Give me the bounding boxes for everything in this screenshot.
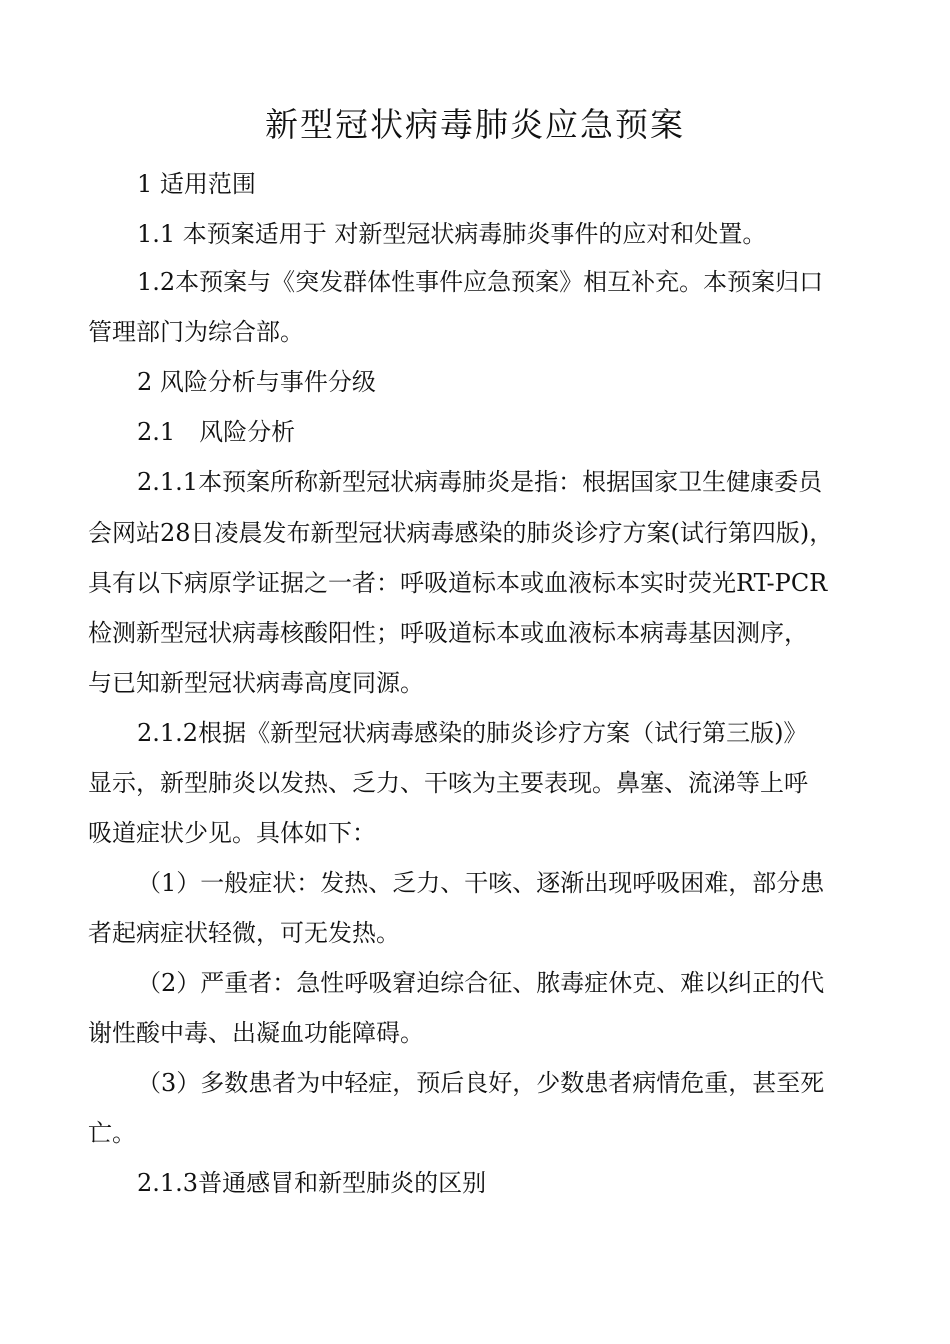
section-heading-2: 2 风险分析与事件分级 (137, 368, 376, 396)
paragraph-2-1-1-line-5: 与已知新型冠状病毒高度同源。 (88, 669, 424, 697)
paragraph-2-1-2-line-2: 显示，新型肺炎以发热、乏力、干咳为主要表现。鼻塞、流涕等上呼 (88, 769, 808, 797)
symptom-item-1-line-1: （1）一般症状：发热、乏力、干咳、逐渐出现呼吸困难，部分患 (137, 869, 825, 897)
paragraph-2-1-1-line-4: 检测新型冠状病毒核酸阳性；呼吸道标本或血液标本病毒基因测序， (88, 619, 808, 647)
symptom-item-3-line-1: （3）多数患者为中轻症，预后良好，少数患者病情危重，甚至死 (137, 1069, 825, 1097)
symptom-item-2-line-2: 谢性酸中毒、出凝血功能障碍。 (88, 1019, 424, 1047)
paragraph-2-1-1-line-1: 2.1.1本预案所称新型冠状病毒肺炎是指：根据国家卫生健康委员 (137, 468, 823, 496)
paragraph-1-2-line-2: 管理部门为综合部。 (88, 318, 304, 346)
symptom-item-2-line-1: （2）严重者：急性呼吸窘迫综合征、脓毒症休克、难以纠正的代 (137, 969, 825, 997)
paragraph-1-2-line-1: 1.2本预案与《突发群体性事件应急预案》相互补充。本预案归口 (137, 268, 824, 296)
symptom-item-1-line-2: 者起病症状轻微，可无发热。 (88, 919, 400, 947)
symptom-item-3-line-2: 亡。 (88, 1119, 136, 1147)
subsection-heading-2-1-3: 2.1.3普通感冒和新型肺炎的区别 (137, 1169, 487, 1197)
document-title: 新型冠状病毒肺炎应急预案 (265, 105, 685, 144)
paragraph-1-1: 1.1 本预案适用于 对新型冠状病毒肺炎事件的应对和处置。 (137, 220, 767, 248)
subsection-heading-2-1: 2.1 风险分析 (137, 418, 296, 446)
paragraph-2-1-1-line-3: 具有以下病原学证据之一者：呼吸道标本或血液标本实时荧光RT-PCR (88, 569, 828, 597)
section-heading-1: 1 适用范围 (137, 170, 256, 198)
paragraph-2-1-1-line-2: 会网站28日凌晨发布新型冠状病毒感染的肺炎诊疗方案(试行第四版)， (88, 519, 834, 547)
paragraph-2-1-2-line-3: 吸道症状少见。具体如下： (88, 819, 376, 847)
paragraph-2-1-2-line-1: 2.1.2根据《新型冠状病毒感染的肺炎诊疗方案（试行第三版)》 (137, 719, 808, 747)
